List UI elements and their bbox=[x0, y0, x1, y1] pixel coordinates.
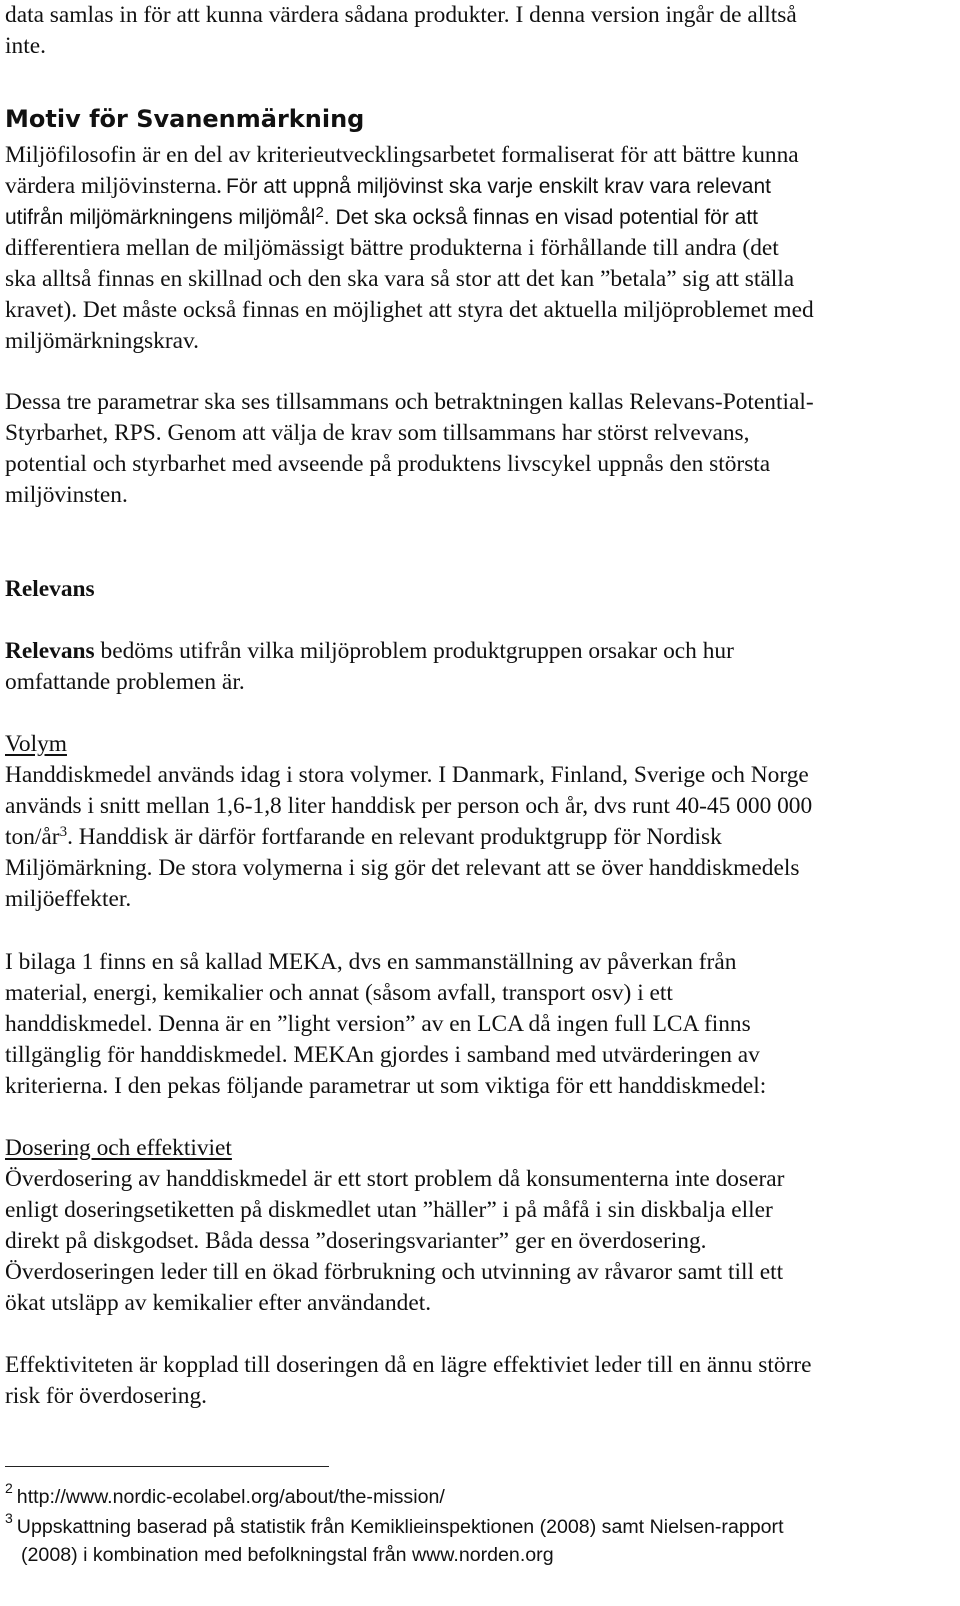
text-line: I bilaga 1 finns en så kallad MEKA, dvs en sammanställning av påverkan från bbox=[5, 949, 737, 975]
text-line: används i snitt mellan 1,6-1,8 liter handdisk per person och år, dvs runt 40-45 000 000 bbox=[5, 793, 813, 819]
text-line: ska alltså finnas en skillnad och den ska vara så stor att det kan ”betala” sig att ställa bbox=[5, 266, 795, 292]
subheading-volym: Volym bbox=[5, 731, 67, 757]
footnote-text: (2008) i kombination med befolkningstal från www.norden.org bbox=[21, 1544, 554, 1566]
text-line: inte. bbox=[5, 33, 46, 59]
rps-paragraph bbox=[5, 387, 814, 511]
text-line: utifrån miljömärkningens miljömål$^2$. Det ska också finnas en visad potential för att bbox=[5, 204, 759, 229]
text-line: Effektiviteten är kopplad till doseringen då en lägre effektiviet leder till en ännu större bbox=[5, 1352, 812, 1378]
text-line: Relevans bedöms utifrån vilka miljöproblem produktgruppen orsakar och hur bbox=[5, 638, 734, 664]
footnote-mark: 2 bbox=[5, 1480, 13, 1496]
text-line: material, energi, kemikalier och annat (såsom avfall, transport osv) i ett bbox=[5, 980, 673, 1006]
text-line: miljövinsten. bbox=[5, 482, 128, 508]
text-line: miljöeffekter. bbox=[5, 886, 132, 912]
relevans-paragraph bbox=[5, 636, 734, 698]
text-line: Överdosering av handdiskmedel är ett stort problem då konsumenterna inte doserar bbox=[5, 1166, 785, 1192]
footnote-mark: 3 bbox=[5, 1510, 13, 1526]
section-heading-motiv: Motiv för Svanenmärkning bbox=[5, 105, 365, 133]
dosering-section bbox=[5, 1133, 784, 1319]
footnote-2 bbox=[5, 1480, 445, 1512]
footnote-3 bbox=[5, 1510, 784, 1569]
text-line: ökat utsläpp av kemikalier efter användandet. bbox=[5, 1290, 432, 1316]
footnote-link[interactable]: http://www.nordic-ecolabel.org/about/the-mission/ bbox=[16, 1486, 445, 1508]
text-line: direkt på diskgodset. Båda dessa ”doseringsvarianter” ger en överdosering. bbox=[5, 1228, 707, 1254]
text-line: Miljöfilosofin är en del av kriterieutvecklingsarbetet formaliserat för att bättre kunna bbox=[5, 142, 799, 168]
text-line: kravet). Det måste också finnas en möjlighet att styra det aktuella miljöproblemet med bbox=[5, 297, 814, 323]
footnote-text: Uppskattning baserad på statistik från Kemiklieinspektionen (2008) samt Nielsen-rapport bbox=[16, 1516, 784, 1538]
text-line: kriterierna. I den pekas följande parametrar ut som viktiga för ett handdiskmedel: bbox=[5, 1073, 767, 1099]
text-line: Styrbarhet, RPS. Genom att välja de krav som tillsammans har störst relvevans, bbox=[5, 420, 750, 446]
text-line: Dessa tre parametrar ska ses tillsammans och betraktningen kallas Relevans-Potential- bbox=[5, 389, 814, 415]
text-line: omfattande problemen är. bbox=[5, 669, 245, 695]
motiv-paragraph bbox=[5, 140, 814, 357]
subheading-dosering: Dosering och effektiviet bbox=[5, 1135, 232, 1161]
effektivitet-paragraph bbox=[5, 1350, 811, 1412]
text-line: risk för överdosering. bbox=[5, 1383, 208, 1409]
text-line: potential och styrbarhet med avseende på produktens livscykel uppnås den största bbox=[5, 451, 771, 477]
text-line: enligt doseringsetiketten på diskmedlet utan ”häller” i på måfå i sin diskbalja eller bbox=[5, 1197, 773, 1223]
section-heading-relevans: Relevans bbox=[5, 576, 95, 602]
text-line: Miljömärkning. De stora volymerna i sig gör det relevant att se över handdiskmedels bbox=[5, 855, 800, 881]
footnote-ref-3[interactable]: 3 bbox=[59, 824, 68, 841]
text-line: data samlas in för att kunna värdera sådana produkter. I denna version ingår de alltså bbox=[5, 2, 797, 28]
text-line: Överdoseringen leder till en ökad förbrukning och utvinning av råvaror samt till ett bbox=[5, 1259, 784, 1285]
text-line: differentiera mellan de miljömässigt bättre produkterna i förhållande till andra (det bbox=[5, 235, 779, 261]
text-line: värdera miljövinsterna. För att uppnå miljövinst ska varje enskilt krav vara relevant bbox=[5, 173, 771, 199]
volym-section bbox=[5, 729, 812, 915]
footnote-ref-2[interactable]: 2 bbox=[315, 204, 324, 221]
text-line: miljömärkningskrav. bbox=[5, 328, 200, 354]
intro-paragraph bbox=[5, 0, 797, 62]
footnote-divider bbox=[5, 1466, 329, 1467]
text-line: ton/$år^3$. Handdisk är därför fortfarande en relevant produktgrupp för Nordisk bbox=[5, 824, 722, 850]
text-line: Handdiskmedel används idag i stora volymer. I Danmark, Finland, Sverige och Norge bbox=[5, 762, 809, 788]
text-line: tillgänglig för handdiskmedel. MEKAn gjordes i samband med utvärderingen av bbox=[5, 1042, 760, 1068]
text-line: handdiskmedel. Denna är en ”light version” av en LCA då ingen full LCA finns bbox=[5, 1011, 751, 1037]
meka-paragraph bbox=[5, 947, 766, 1102]
